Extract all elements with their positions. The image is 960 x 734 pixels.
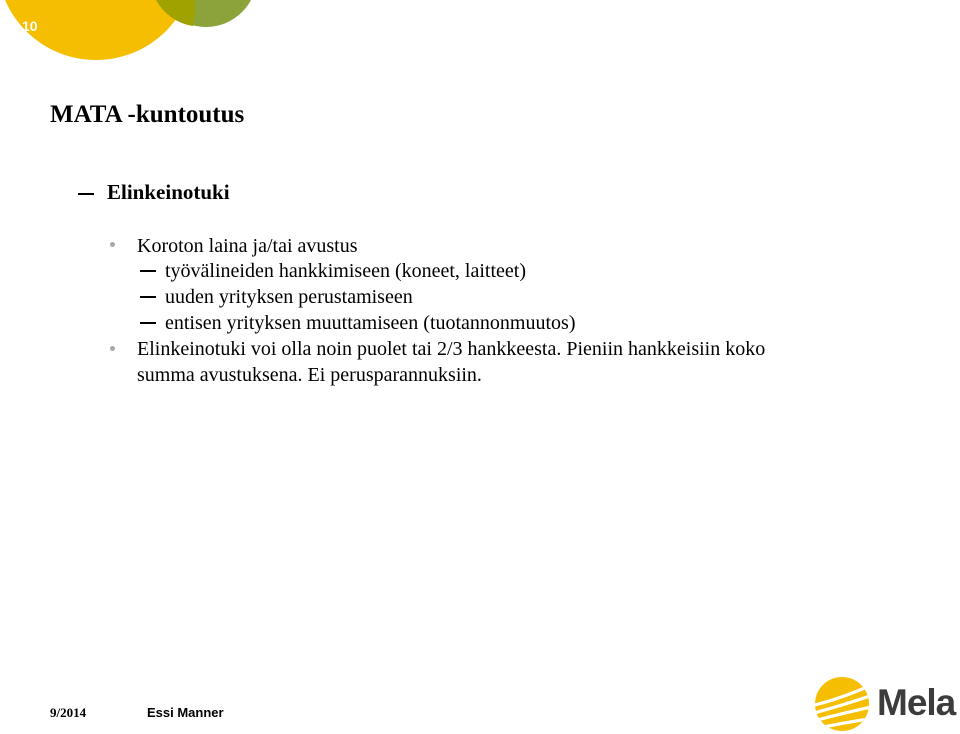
sub-bullet-dash-icon [140,296,156,298]
sub-bullet-dash-icon [140,322,156,324]
bullet-dot-icon [110,346,115,351]
section-heading: Elinkeinotuki [107,180,230,204]
bullet-item-support-amount-line-2: summa avustuksena. Ei perusparannuksiin. [137,364,482,386]
sub-bullet-dash-icon [140,270,156,272]
footer-date: 9/2014 [50,705,87,720]
sub-bullet-business-change: entisen yrityksen muuttamiseen (tuotannonmuutos) [165,312,576,334]
mela-logo-text: Mela [877,682,956,723]
section-dash-icon [78,193,94,195]
slide-title: MATA -kuntoutus [50,101,245,128]
corner-circle-decoration-icon [0,0,280,70]
sub-bullet-new-business: uuden yrityksen perustamiseen [165,286,413,308]
bullet-item-loan: Koroton laina ja/tai avustus [137,235,358,257]
bullet-dot-icon [110,242,115,247]
mela-sun-logo-icon [814,676,870,732]
sub-bullet-tools: työvälineiden hankkimiseen (koneet, laitteet) [165,260,526,282]
slide-number: 10 [22,18,38,34]
footer-author: Essi Manner [147,705,224,720]
bullet-item-support-amount-line-1: Elinkeinotuki voi olla noin puolet tai 2/3 hankkeesta. Pieniin hankkeisiin koko [137,338,766,360]
